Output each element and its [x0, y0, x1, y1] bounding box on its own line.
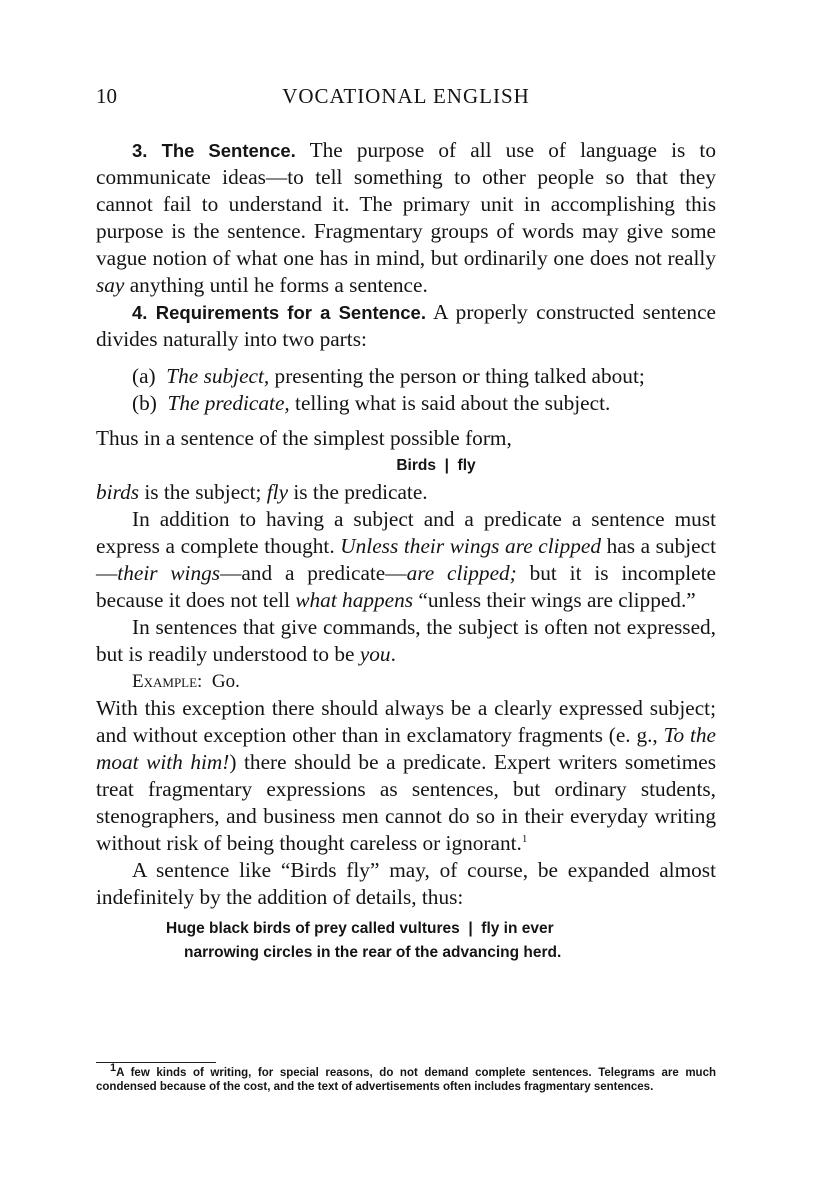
footnote [96, 1062, 716, 1094]
example-label: Example: [132, 671, 203, 692]
section-3-text: The purpose of all use of language is to communicate ideas—to tell something to other people so that they cannot fail to understand it. The primary unit in accomplishing this purpose is the sentence. Fragmentary groups of words may give some vague notion of what one has in mind, but ordinarily one does not really [96, 138, 716, 270]
list-item-label: (a) [132, 364, 156, 388]
list-item-term: The predicate, [167, 391, 290, 415]
ct-text-4: but it is incomplete because it does not tell [96, 561, 716, 612]
section-3-heading: The Sentence. [161, 140, 296, 161]
example-text: Go. [211, 671, 240, 692]
ct-text-3: —and a predicate— [220, 561, 407, 585]
page-number: 10 [96, 84, 117, 108]
footnote-mark: 1 [110, 1062, 117, 1075]
list-item-term: The subject, [166, 364, 270, 388]
ct-text-5: “unless their wings are clipped.” [413, 588, 696, 612]
simplest-example: Birds | fly [396, 457, 476, 474]
ct-text-2: has a subject— [96, 534, 717, 585]
commands-text: In sentences that give commands, the subject is often not expressed, but is readily understood to be [96, 615, 716, 666]
section-3-paragraph [96, 137, 716, 299]
section-4-heading: Requirements for a Sentence. [155, 302, 426, 323]
page-body [96, 137, 716, 965]
section-4-paragraph [96, 299, 716, 353]
expanded-example-line-1: Huge black birds of prey called vultures | fly in ever [166, 920, 554, 937]
italic-fly: fly [266, 480, 289, 504]
exception-text-2: ) there should be a predicate. Expert writers sometimes treat fragmentary expressions as sentences, but ordinary students, stenographers, and business men cannot do so in their everyday writing without risk of being thought careless or ignorant. [96, 750, 716, 855]
list-item-text: presenting the person or thing talked about; [269, 364, 645, 388]
section-3-number: 3. [132, 140, 148, 161]
exception-italic: To the moat with him! [96, 723, 716, 774]
section-3-italic-say: say [96, 273, 125, 297]
exception-paragraph [96, 695, 716, 857]
section-4-text: A properly constructed sentence divides naturally into two parts: [96, 300, 716, 351]
ct-italic-4: what happens [295, 588, 414, 612]
running-header [96, 84, 716, 114]
expanded-example-line-2: narrowing circles in the rear of the advancing herd. [184, 944, 562, 961]
section-3-text-end: anything until he forms a sentence. [124, 273, 428, 297]
section-4-number: 4. [132, 302, 148, 323]
running-title: VOCATIONAL ENGLISH [282, 84, 530, 108]
complete-thought-paragraph [96, 506, 716, 614]
sentence-parts-list [132, 363, 716, 417]
ct-italic-2: their wings [117, 561, 221, 585]
list-item [132, 390, 716, 417]
expanded-example [96, 917, 716, 965]
list-item-text: telling what is said about the subject. [289, 391, 611, 415]
birds-line-text: is the subject; [139, 480, 267, 504]
ct-text-1: In addition to having a subject and a predicate a sentence must express a complete thought. [96, 507, 716, 558]
list-item [132, 363, 716, 390]
birds-line-text-end: is the predicate. [288, 480, 428, 504]
ct-italic-3: are clipped; [406, 561, 517, 585]
commands-paragraph [96, 614, 716, 668]
italic-birds: birds [96, 480, 139, 504]
birds-line [96, 479, 716, 506]
footnote-reference[interactable]: 1 [521, 832, 528, 845]
commands-text-end: . [390, 642, 396, 666]
commands-italic-you: you [359, 642, 391, 666]
exception-text-1: With this exception there should always be a clearly expressed subject; and without exception other than in exclamatory fragments (e. g., [96, 696, 716, 747]
example-line [96, 668, 716, 695]
expanded-intro: A sentence like “Birds fly” may, of course, be expanded almost indefinitely by the addition of details, thus: [96, 858, 716, 909]
ct-italic-1: Unless their wings are clipped [340, 534, 601, 558]
list-item-label: (b) [132, 391, 157, 415]
footnote-text: A few kinds of writing, for special reasons, do not demand complete sentences. Telegrams are much condensed because of the cost, and the text of advertisements often includes fragmentary sentences. [96, 1067, 716, 1093]
simplest-intro: Thus in a sentence of the simplest possible form, [96, 426, 512, 450]
